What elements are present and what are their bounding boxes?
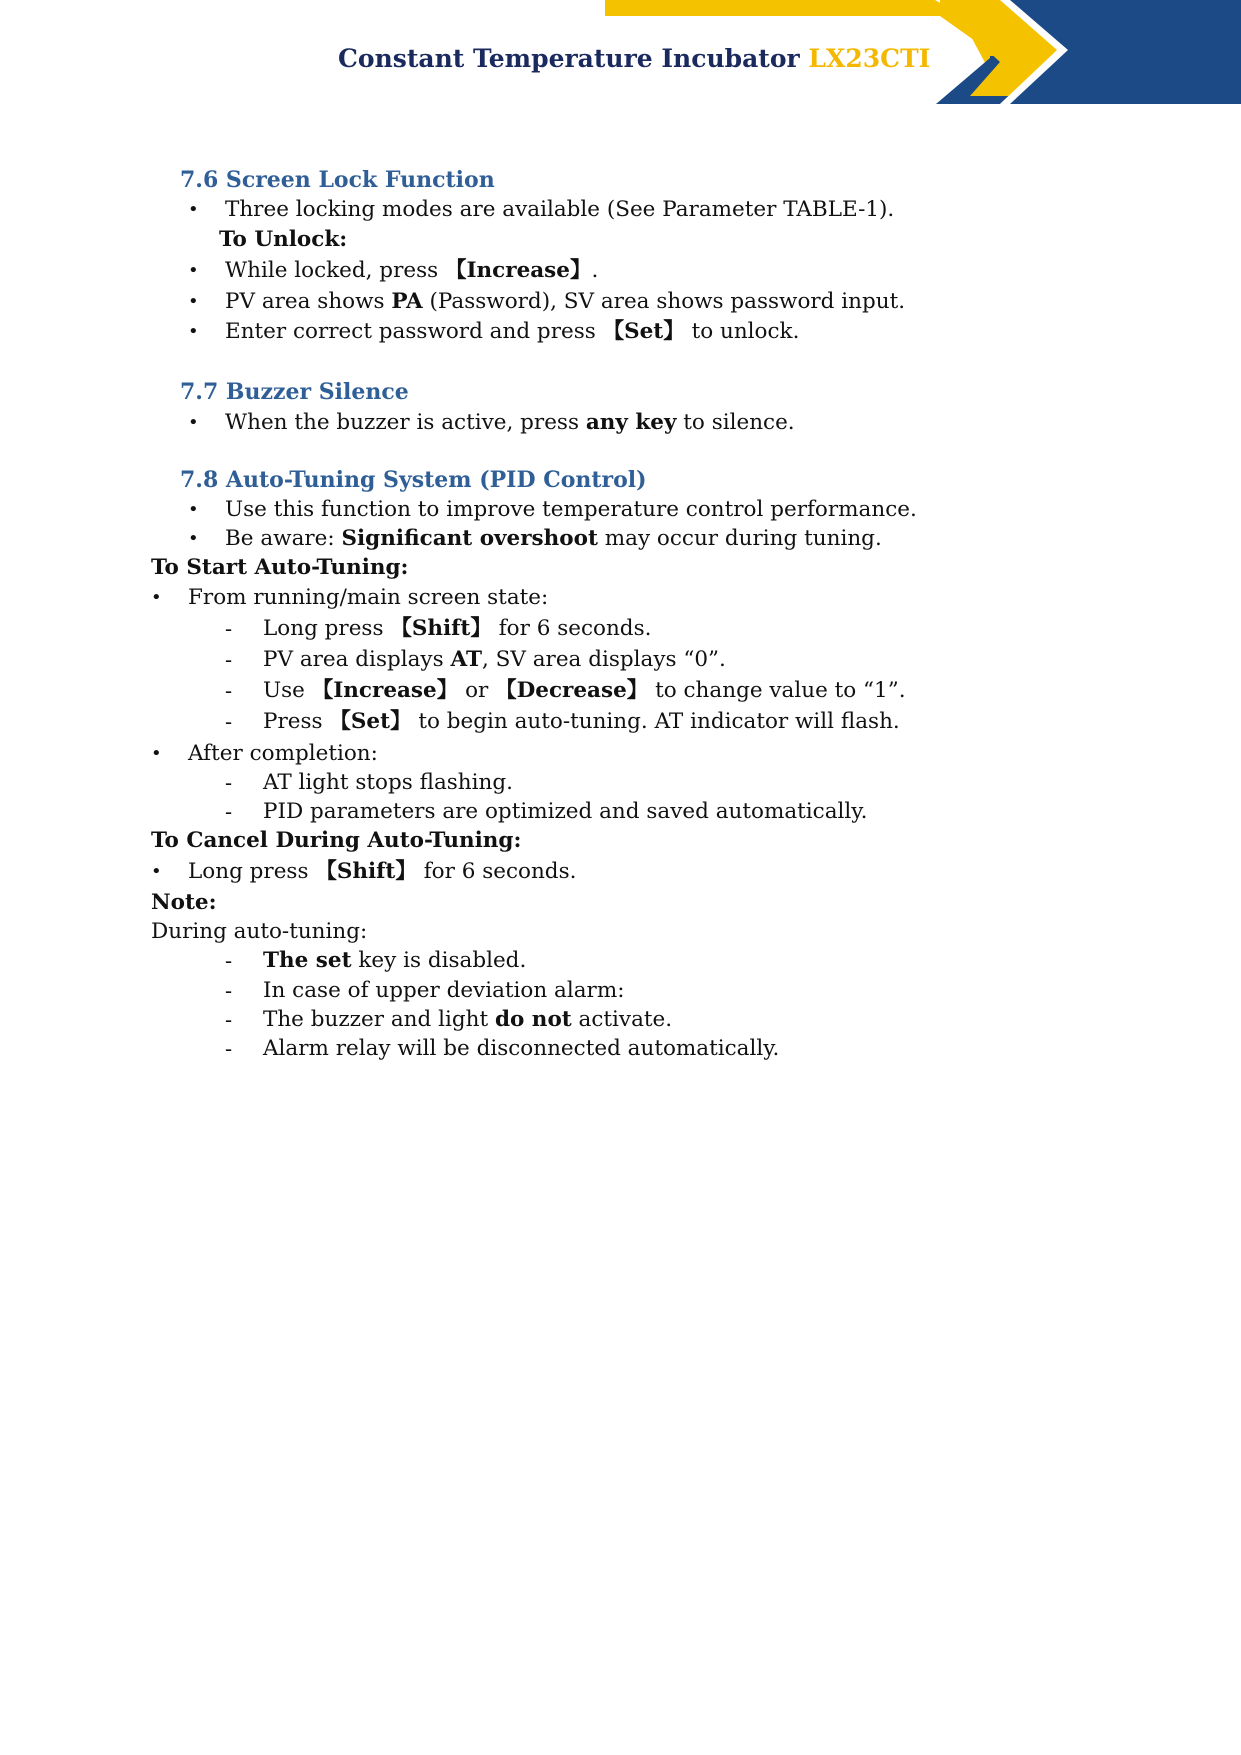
text: or xyxy=(458,678,496,703)
dash-icon: - xyxy=(225,648,233,672)
decrease-key: 【Decrease】 xyxy=(495,678,649,703)
set-key: 【Set】 xyxy=(602,319,685,344)
any-key: any key xyxy=(585,410,677,435)
to-start-label: To Start Auto-Tuning: xyxy=(151,555,409,580)
text: While locked, press xyxy=(225,258,445,283)
bullet-icon: • xyxy=(188,412,199,433)
auto-tuning-purpose: Use this function to improve temperature control performance. xyxy=(225,497,917,522)
text: to unlock. xyxy=(684,319,800,344)
do-not-emphasis: do not xyxy=(494,1007,572,1032)
set-key: 【Set】 xyxy=(329,709,412,734)
to-cancel-label: To Cancel During Auto-Tuning: xyxy=(151,828,522,853)
completion-step-2: PID parameters are optimized and saved automatically. xyxy=(263,799,868,824)
screen-lock-modes-text: Three locking modes are available (See Parameter TABLE-1). xyxy=(225,197,895,222)
title-product: Constant Temperature Incubator xyxy=(338,44,809,73)
text: . xyxy=(591,258,599,283)
note-item-2: In case of upper deviation alarm: xyxy=(263,978,625,1003)
buzzer-silence-text xyxy=(225,409,795,437)
bullet-icon: • xyxy=(151,587,162,608)
title-model: LX23CTI xyxy=(808,44,931,73)
text: The buzzer and light xyxy=(263,1007,495,1032)
overshoot-warning xyxy=(225,525,882,553)
text: Enter correct password and press xyxy=(225,319,603,344)
note-item-3 xyxy=(263,1006,672,1034)
increase-key: 【Increase】 xyxy=(444,258,592,283)
section-heading-auto-tuning: 7.8 Auto-Tuning System (PID Control) xyxy=(180,467,647,493)
bullet-icon: • xyxy=(188,260,199,281)
note-item-1 xyxy=(263,947,526,975)
text: PV area shows xyxy=(225,289,392,314)
text: to begin auto-tuning. AT indicator will flash. xyxy=(411,709,900,734)
text: to change value to “1”. xyxy=(648,678,906,703)
start-step-1 xyxy=(263,615,651,643)
dash-icon: - xyxy=(225,800,233,824)
text: for 6 seconds. xyxy=(491,616,652,641)
dash-icon: - xyxy=(225,979,233,1003)
dash-icon: - xyxy=(225,1037,233,1061)
start-step-2 xyxy=(263,646,726,674)
text: Long press xyxy=(263,616,391,641)
text: Use xyxy=(263,678,312,703)
dash-icon: - xyxy=(225,771,233,795)
dash-icon: - xyxy=(225,679,233,703)
unlock-step-1 xyxy=(225,257,598,285)
note-intro: During auto-tuning: xyxy=(151,919,368,944)
text: Be aware: xyxy=(225,526,342,551)
increase-key: 【Increase】 xyxy=(311,678,459,703)
bullet-icon: • xyxy=(151,861,162,882)
dash-icon: - xyxy=(225,710,233,734)
bullet-icon: • xyxy=(188,199,199,220)
completion-step-1: AT light stops flashing. xyxy=(263,770,513,795)
note-label: Note: xyxy=(151,890,217,915)
at-code: AT xyxy=(450,647,482,672)
section-heading-screen-lock: 7.6 Screen Lock Function xyxy=(180,167,495,193)
to-unlock-label: To Unlock: xyxy=(219,227,348,252)
cancel-step xyxy=(188,858,576,886)
start-step-4 xyxy=(263,708,900,736)
bullet-icon: • xyxy=(188,321,199,342)
text: When the buzzer is active, press xyxy=(225,410,586,435)
dash-icon: - xyxy=(225,617,233,641)
note-item-4: Alarm relay will be disconnected automatically. xyxy=(263,1036,780,1061)
section-heading-buzzer: 7.7 Buzzer Silence xyxy=(180,379,409,405)
bullet-icon: • xyxy=(188,499,199,520)
text: Long press xyxy=(188,859,316,884)
bullet-icon: • xyxy=(188,528,199,549)
text: PV area displays xyxy=(263,647,451,672)
bullet-icon: • xyxy=(188,291,199,312)
text: to silence. xyxy=(676,410,795,435)
unlock-step-3 xyxy=(225,318,799,346)
pa-code: PA xyxy=(391,289,423,314)
start-condition: From running/main screen state: xyxy=(188,585,549,610)
bullet-icon: • xyxy=(151,743,162,764)
text: Press xyxy=(263,709,330,734)
set-key-emphasis: The set xyxy=(263,948,352,973)
dash-icon: - xyxy=(225,949,233,973)
text: key is disabled. xyxy=(351,948,527,973)
document-title xyxy=(338,44,930,73)
overshoot-emphasis: Significant overshoot xyxy=(341,526,598,551)
unlock-step-2 xyxy=(225,288,905,316)
start-step-3 xyxy=(263,677,906,705)
text: may occur during tuning. xyxy=(597,526,882,551)
after-completion-text: After completion: xyxy=(188,741,378,766)
shift-key: 【Shift】 xyxy=(390,616,492,641)
text: (Password), SV area shows password input. xyxy=(422,289,906,314)
shift-key: 【Shift】 xyxy=(315,859,417,884)
text: activate. xyxy=(571,1007,673,1032)
dash-icon: - xyxy=(225,1008,233,1032)
text: , SV area displays “0”. xyxy=(481,647,726,672)
text: for 6 seconds. xyxy=(416,859,577,884)
